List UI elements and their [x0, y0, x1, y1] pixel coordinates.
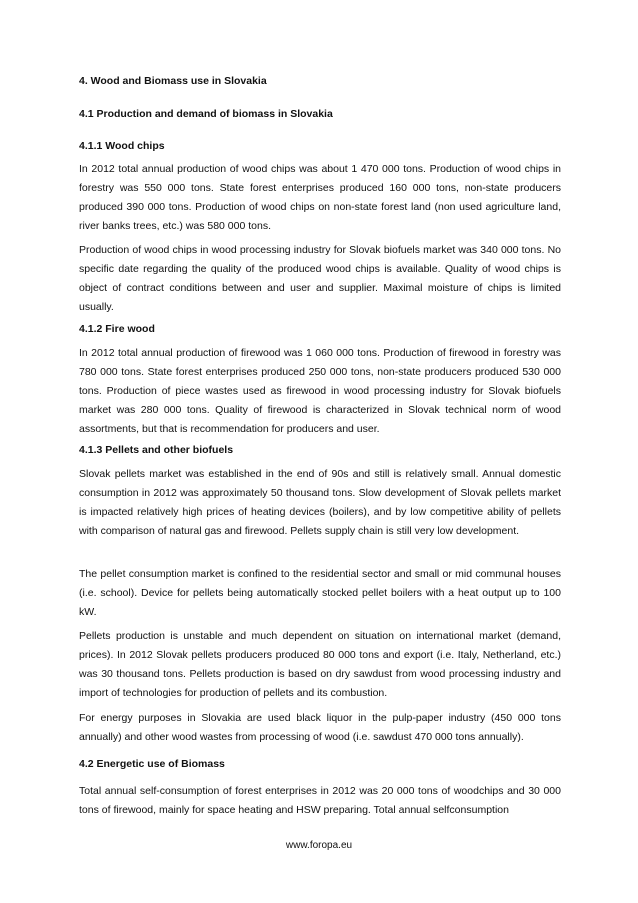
paragraph-fire-wood: In 2012 total annual production of firewood was 1 060 000 tons. Production of firewood in forestry was 780 000 tons. State forest enterprises produced 250 000 tons, non-state producers produced 530 000 tons. Production of piece wastes used as firewood in wood processing industry for Slovak biofuels market was 280 000 tons. Quality of firewood is characterized in Slovak technical norm of wood assortments, but that is recommendation for producers and user.: [79, 347, 561, 435]
section-heading-4-2: 4.2 Energetic use of Biomass: [79, 758, 225, 770]
paragraph-pellets-4: For energy purposes in Slovakia are used black liquor in the pulp-paper industry (450 000 tons annually) and other wood wastes from processing of wood (i.e. sawdust 470 000 tons annually).: [79, 712, 561, 743]
footer-url: www.foropa.eu: [285, 840, 353, 851]
paragraph-pellets-3: Pellets production is unstable and much dependent on situation on international market (demand, prices). In 2012 Slovak pellets producers produced 80 000 tons and export (i.e. Italy, Netherland, etc.) was 30 thousand tons. Pellets production is based on dry sawdust from wood processing industry and import of technologies for production of pellets and its combustion.: [79, 630, 561, 699]
paragraph-wood-chips-1: In 2012 total annual production of wood chips was about 1 470 000 tons. Production of wood chips in forestry was 550 000 tons. State forest enterprises produced 160 000 tons, non-state producers produced 390 000 tons. Production of wood chips on non-state forest land (non used agriculture land, river banks trees, etc.) was 580 000 tons.: [79, 163, 561, 232]
section-heading-4-1-2: 4.1.2 Fire wood: [79, 323, 155, 335]
paragraph-energetic-use: Total annual self-consumption of forest enterprises in 2012 was 20 000 tons of woodchips and 30 000 tons of firewood, mainly for space heating and HSW preparing. Total annual selfconsumption: [79, 785, 561, 816]
paragraph-wood-chips-2: Production of wood chips in wood processing industry for Slovak biofuels market was 340 000 tons. No specific date regarding the quality of the produced wood chips is available. Quality of wood chips is object of contract conditions between and user and supplier. Maximal moisture of chips is limited usually.: [79, 244, 561, 313]
section-heading-4-1-1: 4.1.1 Wood chips: [79, 140, 165, 152]
paragraph-pellets-1: Slovak pellets market was established in the end of 90s and still is relatively small. Annual domestic consumption in 2012 was approximately 50 thousand tons. Slow development of Slovak pellets market is impacted relatively high prices of heating devices (boilers), and by low competitive ability of pellets with comparison of natural gas and firewood. Pellets supply chain is still very low development.: [79, 468, 561, 537]
section-heading-4-1-3: 4.1.3 Pellets and other biofuels: [79, 444, 234, 456]
section-heading-4: 4. Wood and Biomass use in Slovakia: [79, 75, 267, 87]
paragraph-pellets-2: The pellet consumption market is confined to the residential sector and small or mid communal houses (i.e. school). Device for pellets being automatically stocked pellet boilers with a heat output up to 100 kW.: [79, 568, 561, 618]
section-heading-4-1: 4.1 Production and demand of biomass in Slovakia: [79, 108, 333, 120]
